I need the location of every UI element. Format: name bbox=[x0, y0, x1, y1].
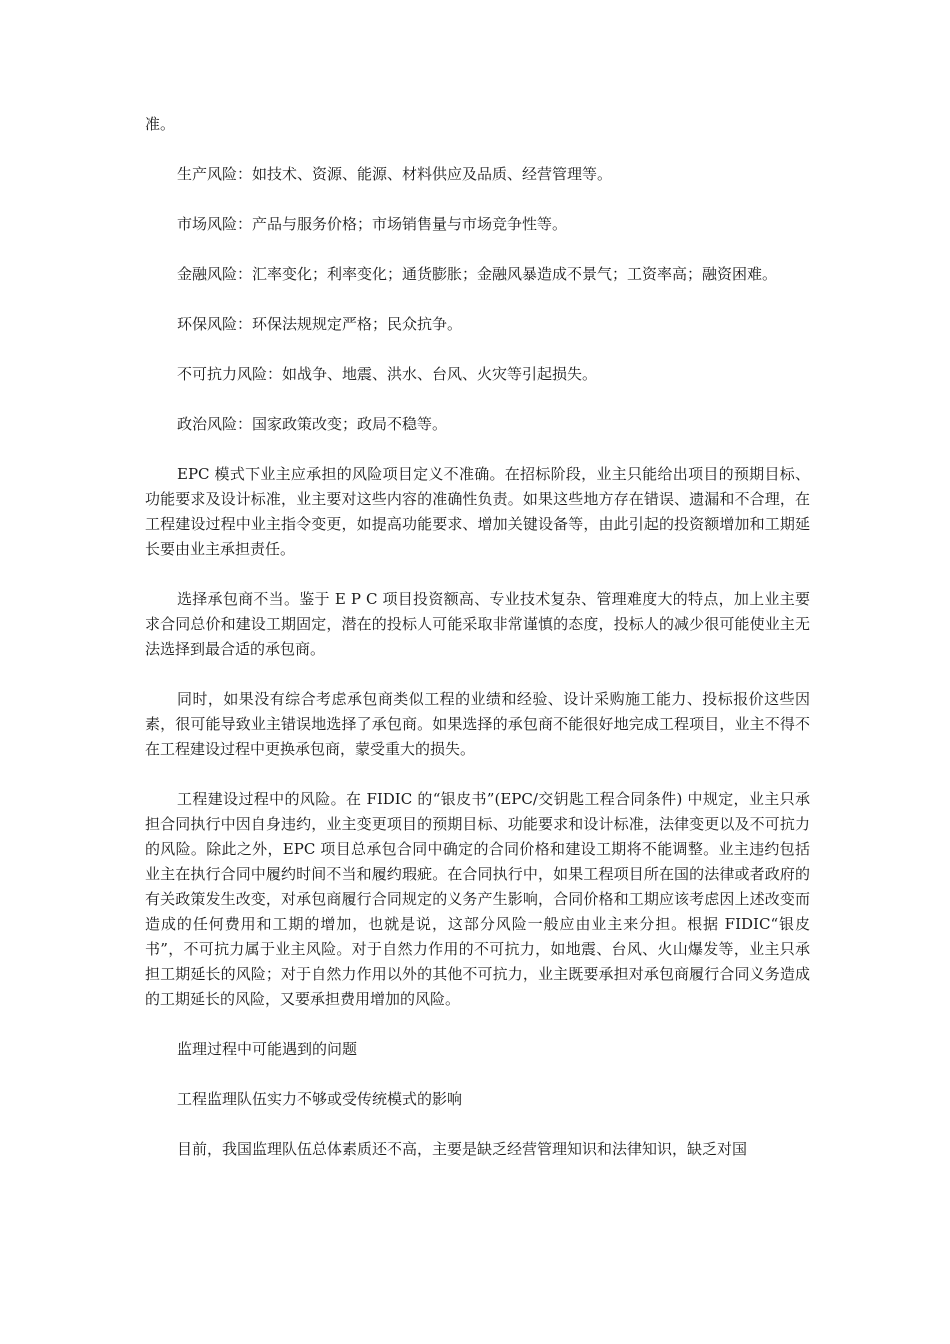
subheading-supervision-team: 工程监理队伍实力不够或受传统模式的影响 bbox=[177, 1090, 463, 1108]
paragraph-financial-risk: 金融风险：汇率变化；利率变化；通货膨胀；金融风暴造成不景气；工资率高；融资困难。 bbox=[177, 265, 778, 283]
paragraph-force-majeure-risk: 不可抗力风险：如战争、地震、洪水、台风、火灾等引起损失。 bbox=[177, 365, 598, 383]
paragraph-market-risk: 市场风险：产品与服务价格；市场销售量与市场竞争性等。 bbox=[177, 215, 568, 233]
paragraph-production-risk: 生产风险：如技术、资源、能源、材料供应及品质、经营管理等。 bbox=[177, 165, 613, 183]
paragraph-contractor-selection: 选择承包商不当。鉴于 E P C 项目投资额高、专业技术复杂、管理难度大的特点，加上业主要求合同总价和建设工期固定，潜在的投标人可能采取非常谨慎的态度，投标人的减少很可能使业主无法选择到最合适的承包商。 bbox=[145, 590, 810, 658]
paragraph-epc-owner-risk: EPC 模式下业主应承担的风险项目定义不准确。在招标阶段，业主只能给出项目的预期目标、功能要求及设计标准，业主要对这些内容的准确性负责。如果这些地方存在错误、遗漏和不合理，在工程建设过程中业主指令变更，如提高功能要求、增加关键设备等，由此引起的投资额增加和工期延长要由业主承担责任。 bbox=[145, 465, 810, 558]
paragraph-environmental-risk: 环保风险：环保法规规定严格；民众抗争。 bbox=[177, 315, 463, 333]
document-body bbox=[145, 112, 810, 1187]
section-heading-supervision-problems: 监理过程中可能遇到的问题 bbox=[177, 1040, 358, 1058]
paragraph-contractor-factors: 同时，如果没有综合考虑承包商类似工程的业绩和经验、设计采购施工能力、投标报价这些因素，很可能导致业主错误地选择了承包商。如果选择的承包商不能很好地完成工程项目，业主不得不在工程建设过程中更换承包商，蒙受重大的损失。 bbox=[145, 690, 810, 758]
paragraph-supervision-quality: 目前，我国监理队伍总体素质还不高，主要是缺乏经营管理知识和法律知识，缺乏对国 bbox=[177, 1140, 748, 1158]
paragraph-continuation: 准。 bbox=[145, 115, 176, 133]
paragraph-political-risk: 政治风险：国家政策改变；政局不稳等。 bbox=[177, 415, 448, 433]
paragraph-construction-risk: 工程建设过程中的风险。在 FIDIC 的“银皮书”(EPC/交钥匙工程合同条件) 中规定，业主只承担合同执行中因自身违约，业主变更项目的预期目标、功能要求和设计标准，法律变更以及不可抗力的风险。除此之外，EPC 项目总承包合同中确定的合同价格和建设工期将不能调整。业主违约包括业主在执行合同中履约时间不当和履约瑕疵。在合同执行中，如果工程项目所在国的法律或者政府的有关政策发生改变，对承包商履行合同规定的义务产生影响，合同价格和工期应该考虑因上述改变而造成的任何费用和工期的增加，也就是说，这部分风险一般应由业主来分担。根据 FIDIC“银皮书”，不可抗力属于业主风险。对于自然力作用的不可抗力，如地震、台风、火山爆发等，业主只承担工期延长的风险；对于自然力作用以外的其他不可抗力，业主既要承担对承包商履行合同义务造成的工期延长的风险，又要承担费用增加的风险。 bbox=[145, 790, 810, 1008]
